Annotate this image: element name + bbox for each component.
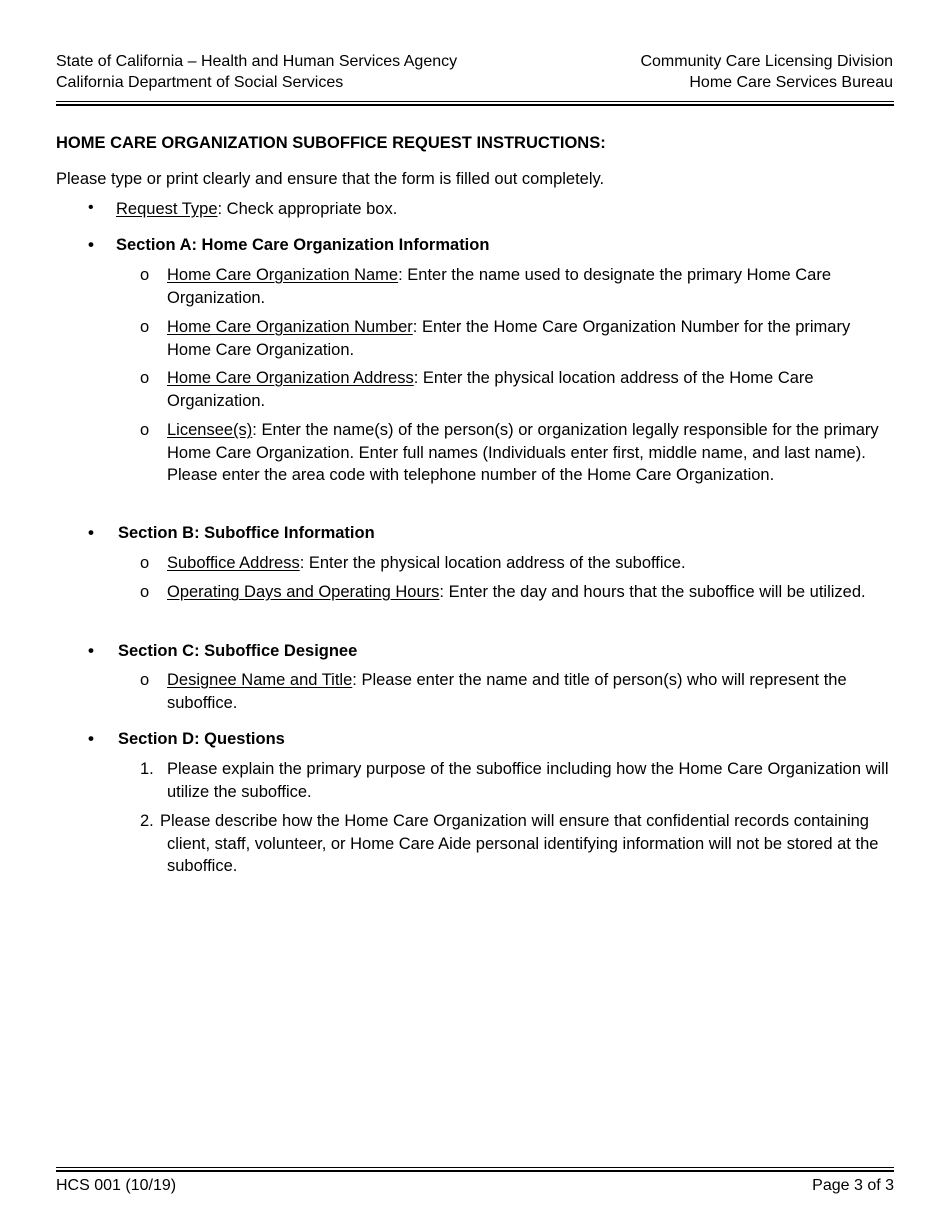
request-type-instruction [116,198,844,221]
section-a-item [167,316,895,361]
item-term: Licensee(s) [167,421,253,439]
section-a-item [167,264,895,309]
sub-bullet-icon: o [140,318,150,336]
question-text-wrapper [160,810,895,878]
bullet-icon: • [88,729,94,748]
header-agency-block [56,51,457,93]
request-type-term: Request Type [116,200,218,218]
bullet-icon: • [88,199,94,216]
section-b-item [167,552,895,575]
request-type-text: : Check appropriate box. [217,200,398,218]
form-id: HCS 001 (10/19) [56,1177,177,1194]
bullet-icon: • [88,235,94,254]
question-number: 1. [140,760,154,778]
question-text: Please describe how the Home Care Organization will ensure that confidential records containing client, staff, volunteer, or Home Care Aide personal identifying information will not be stored at the suboffice. [160,812,879,875]
section-a-item [167,367,895,412]
footer-divider-bottom [56,1170,894,1172]
item-text: : Enter the name(s) of the person(s) or organization legally responsible for the primary Home Care Organization. Enter full names (Individuals enter first, middle name, and last name). Please enter the area code with telephone number of the Home Care Organization. [167,421,879,484]
sub-bullet-icon: o [140,369,150,387]
question-number: 2. [140,812,154,830]
section-b-heading: Section B: Suboffice Information [118,524,375,542]
sub-bullet-icon: o [140,554,150,572]
item-term: Home Care Organization Number [167,318,413,336]
header-divider-top [56,101,894,102]
section-a-heading: Section A: Home Care Organization Information [116,236,490,254]
sub-bullet-icon: o [140,421,150,439]
item-term: Operating Days and Operating Hours [167,583,440,601]
section-c-item [167,669,895,714]
item-term: Suboffice Address [167,554,300,572]
section-a-item [167,419,895,487]
question-text: Please explain the primary purpose of the suboffice including how the Home Care Organization will utilize the suboffice. [167,760,889,801]
item-text: : Enter the physical location address of the suboffice. [299,554,686,572]
header-division: Community Care Licensing Division [640,53,893,70]
sub-bullet-icon: o [140,671,150,689]
item-text: : Enter the name used to designate the primary Home Care Organization. [167,266,832,307]
bullet-icon: • [88,641,94,660]
header-division-block [640,51,893,93]
section-c-heading: Section C: Suboffice Designee [118,642,358,660]
sub-bullet-icon: o [140,583,150,601]
bullet-icon: • [88,523,94,542]
header-bureau: Home Care Services Bureau [689,74,893,91]
header-agency: State of California – Health and Human Services Agency [56,53,458,70]
sub-bullet-icon: o [140,266,150,284]
intro-text: Please type or print clearly and ensure that the form is filled out completely. [56,170,605,188]
item-text: : Enter the day and hours that the suboffice will be utilized. [439,583,866,601]
section-b-item [167,581,895,604]
item-term: Home Care Organization Address [167,369,414,387]
item-text: : Enter the Home Care Organization Number for the primary Home Care Organization. [167,318,851,359]
item-term: Designee Name and Title [167,671,353,689]
header-department: California Department of Social Services [56,74,344,91]
section-d-heading: Section D: Questions [118,730,285,748]
item-text: : Please enter the name and title of person(s) who will represent the suboffice. [167,671,847,712]
header-divider-bottom [56,104,894,106]
page-number: Page 3 of 3 [812,1177,894,1194]
item-term: Home Care Organization Name [167,266,399,284]
footer-divider-top [56,1167,894,1168]
item-text: : Enter the physical location address of the Home Care Organization. [167,369,814,410]
page-title: HOME CARE ORGANIZATION SUBOFFICE REQUEST INSTRUCTIONS: [56,134,606,152]
